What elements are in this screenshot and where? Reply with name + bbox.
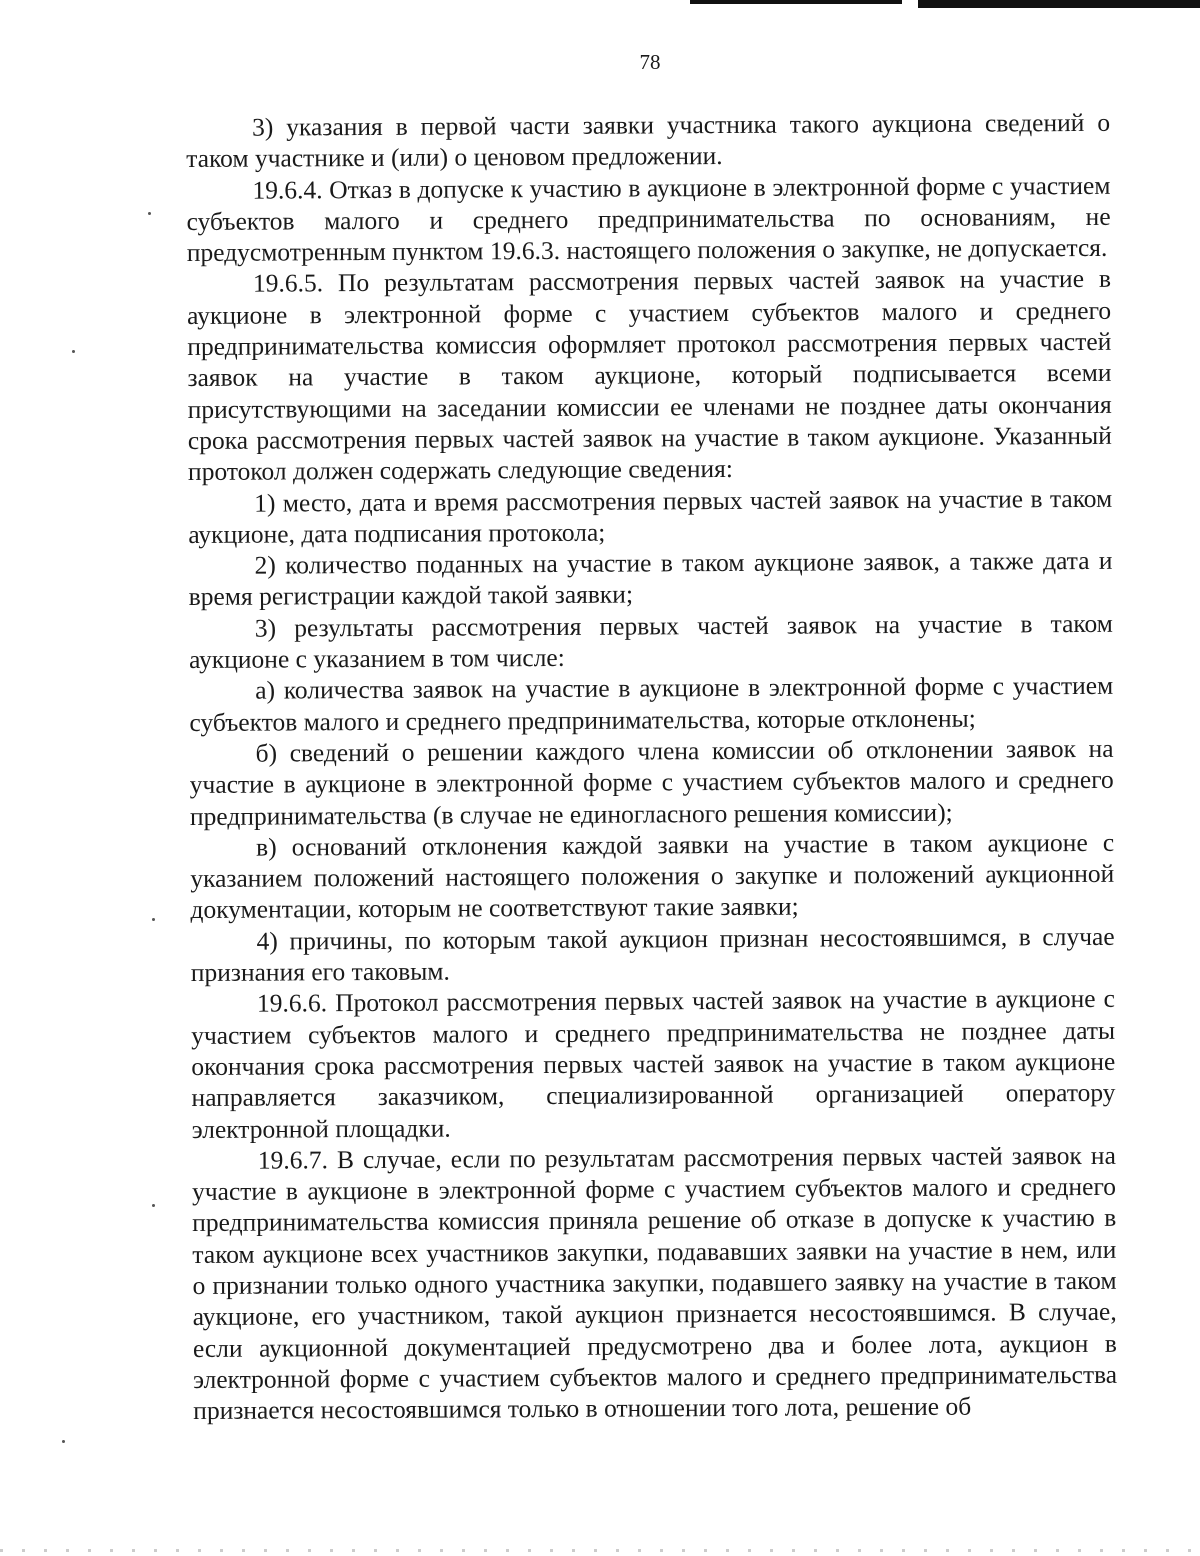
scan-speck xyxy=(152,1204,155,1207)
scan-speck xyxy=(152,918,155,921)
list-item-2: 2) количество поданных на участие в таком аукционе заявок, а также дата и время регистрации каждой такой заявки; xyxy=(188,545,1113,612)
paragraph-item-3-continuation: 3) указания в первой части заявки участника такого аукциона сведений о таком участнике и (или) о ценовом предложении. xyxy=(186,107,1111,174)
list-item-4: 4) причины, по которым такой аукцион признан несостоявшимся, в случае признания его таковым. xyxy=(190,921,1115,988)
scan-speck xyxy=(72,350,75,353)
page-number: 78 xyxy=(639,50,661,74)
scan-speck xyxy=(148,212,151,215)
paragraph-19-6-7: 19.6.7. В случае, если по результатам рассмотрения первых частей заявок на участие в аукционе в электронной форме с участием субъектов малого и среднего предпринимательства комиссия приняла решение об отказе в допуске к участию в таком аукционе всех участников закупки, подававших заявки на участие в нем, или о признании только одного участника закупки, подавшего заявку на участие в таком аукционе, его участником, такой аукцион признается несостоявшимся. В случае, если аукционной документацией предусмотрено два и более лота, аукцион в электронной форме с участием субъектов малого и среднего предпринимательства признается несостоявшимся только в отношении того лота, решение об xyxy=(191,1140,1118,1426)
paragraph-19-6-6: 19.6.6. Протокол рассмотрения первых частей заявок на участие в аукционе с участием субъектов малого и среднего предпринимательства не позднее даты окончания срока рассмотрения первых частей заявок на участие в таком аукционе направляется заказчиком, специализированной организацией оператору электронной площадки. xyxy=(191,984,1116,1144)
list-item-b: б) сведений о решении каждого члена комиссии об отклонении заявок на участие в аукционе в электронной форме с участием субъектов малого и среднего предпринимательства (в случае не единогласного решения комиссии); xyxy=(189,733,1114,831)
scan-edge-mark xyxy=(918,0,1200,8)
list-item-1: 1) место, дата и время рассмотрения первых частей заявок на участие в таком аукционе, дата подписания протокола; xyxy=(188,483,1113,549)
list-item-3: 3) результаты рассмотрения первых частей заявок на участие в таком аукционе с указанием в том числе: xyxy=(188,608,1113,675)
paragraph-19-6-5: 19.6.5. По результатам рассмотрения первых частей заявок на участие в аукционе в электронной форме с участием субъектов малого и среднего предпринимательства комиссия оформляет протокол рассмотрения первых частей заявок на участие в таком аукционе, который подписывается всеми присутствующими на заседании комиссии ее членами не позднее даты окончания срока рассмотрения первых частей заявок на участие в таком аукционе. Указанный протокол должен содержать следующие сведения: xyxy=(187,264,1112,487)
scan-edge-mark xyxy=(690,0,902,4)
scan-speck xyxy=(62,1440,65,1443)
document-body xyxy=(186,107,1117,1427)
scan-bottom-edge xyxy=(0,1549,1200,1552)
paragraph-19-6-4: 19.6.4. Отказ в допуске к участию в аукционе в электронной форме с участием субъектов малого и среднего предпринимательства по основаниям, не предусмотренным пунктом 19.6.3. настоящего положения о закупке, не допускается. xyxy=(186,170,1111,268)
list-item-v: в) оснований отклонения каждой заявки на участие в таком аукционе с указанием положений настоящего положения о закупке и положений аукционной документации, которым не соответствуют такие заявки; xyxy=(190,827,1115,925)
list-item-a: а) количества заявок на участие в аукционе в электронной форме с участием субъектов малого и среднего предпринимательства, которые отклонены; xyxy=(189,671,1114,737)
